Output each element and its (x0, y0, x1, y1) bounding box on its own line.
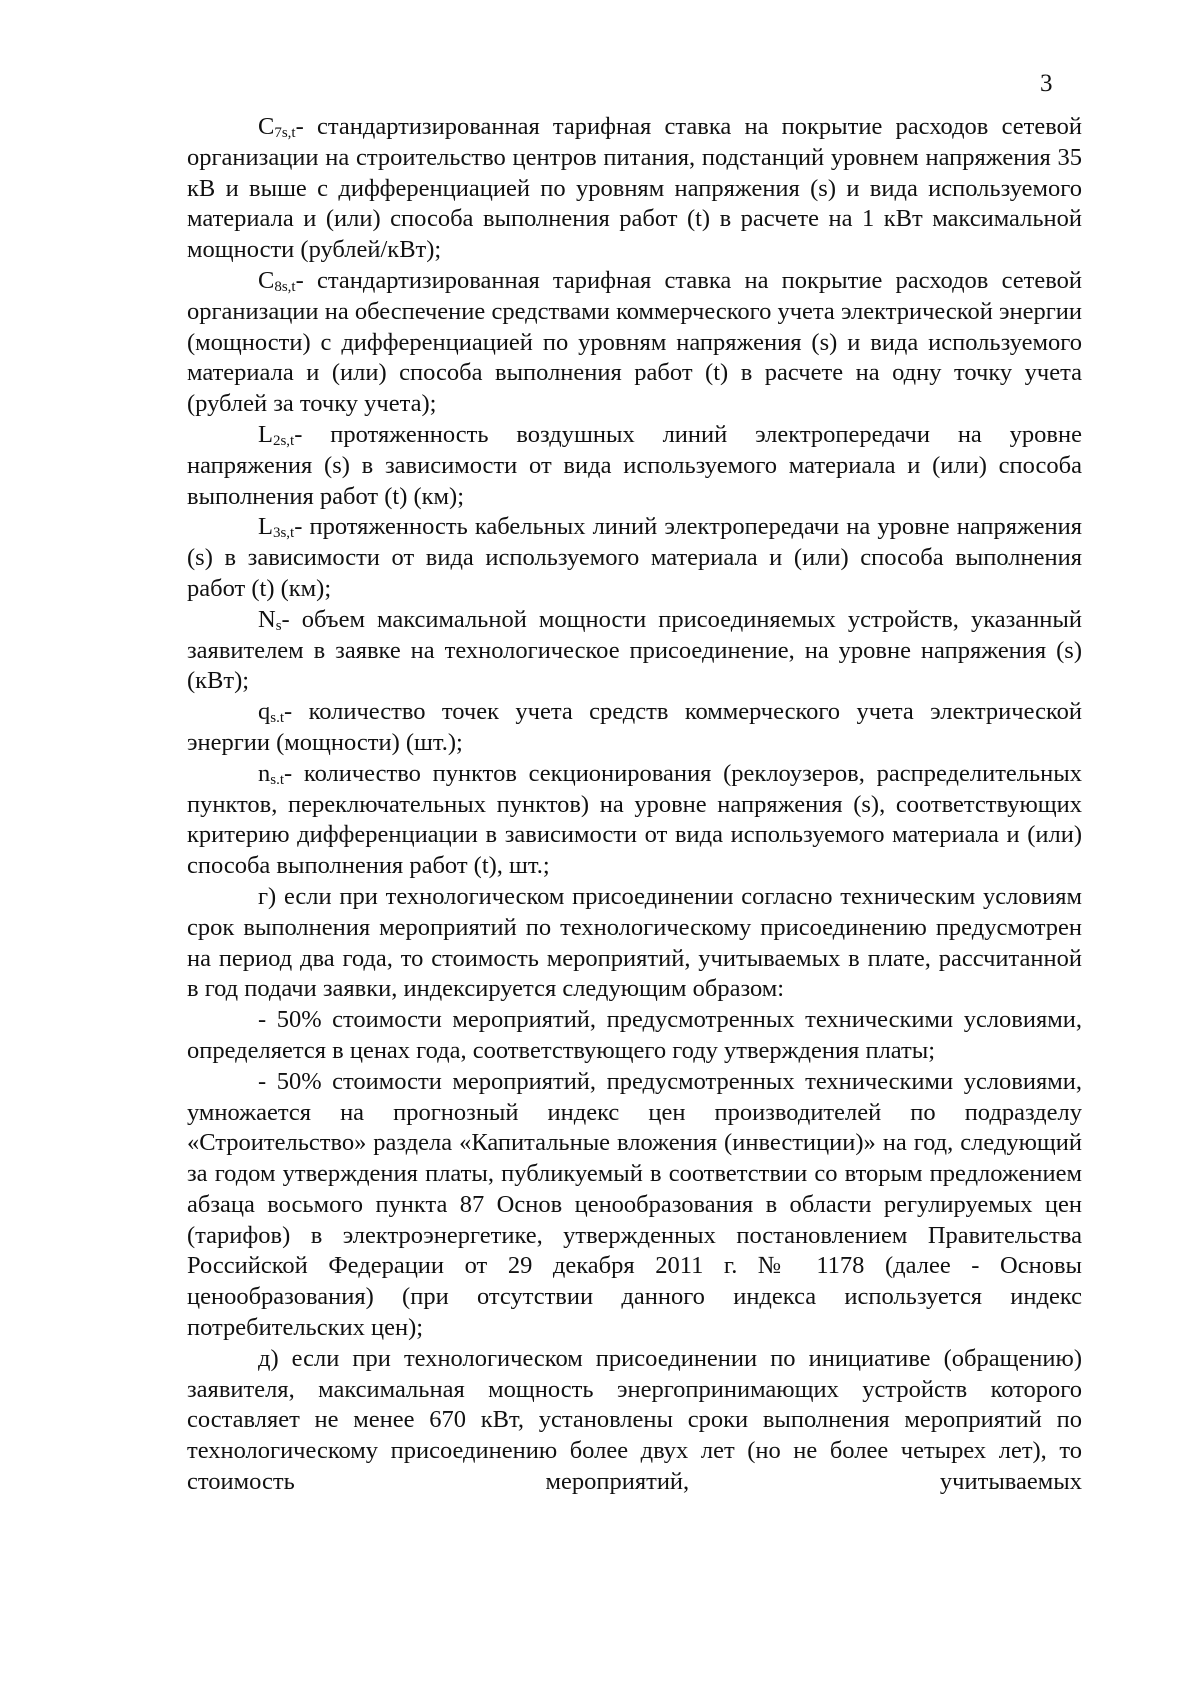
definition-text: - протяженность воздушных линий электропередачи на уровне напряжения (s) в зависимости от вида используемого материала и (или) способа выполнения работ (t) (км); (187, 420, 1082, 510)
definition-text: - стандартизированная тарифная ставка на покрытие расходов сетевой организации на строительство центров питания, подстанций уровнем напряжения 35 кВ и выше с дифференциацией по уровням напряжения (s) и вида используемого материала и (или) способа выполнения работ (t) в расчете на 1 кВт максимальной мощности (рублей/кВт); (187, 113, 1082, 264)
definition-text: - количество пунктов секционирования (реклоузеров, распределительных пунктов, переключательных пунктов) на уровне напряжения (s), соответствующих критерию дифференциации в зависимости от вида используемого материала и (или) способа выполнения работ (t), шт.; (187, 759, 1082, 880)
page-number: 3 (1040, 70, 1053, 97)
definition-text: - количество точек учета средств коммерческого учета электрической энергии (мощности) (шт.); (187, 698, 1082, 756)
definition-c8 (187, 266, 1082, 420)
definition-c7 (187, 112, 1082, 266)
symbol: $C_{8s,t}$ (258, 266, 296, 295)
definition-n-sectioning (187, 759, 1082, 882)
definition-l2 (187, 420, 1082, 512)
definition-n (187, 605, 1082, 697)
symbol: $L_{3s,t}$ (258, 513, 295, 542)
symbol: $q_{s.t}$ (258, 698, 285, 727)
definition-text: - объем максимальной мощности присоединяемых устройств, указанный заявителем в заявке на технологическое присоединение, на уровне напряжения (s) (кВт); (187, 605, 1082, 695)
paragraph-d: д) если при технологическом присоединении по инициативе (обращению) заявителя, максимальная мощность энергопринимающих устройств которого составляет не менее 670 кВт, установлены сроки выполнения мероприятий по технологическому присоединению более двух лет (но не более четырех лет), то стоимость мероприятий, учитываемых (187, 1344, 1082, 1496)
paragraph-50-percent-first: - 50% стоимости мероприятий, предусмотренных техническими условиями, определяется в ценах года, соответствующего году утверждения платы; (187, 1006, 1082, 1064)
definition-q (187, 697, 1082, 759)
definition-text: - стандартизированная тарифная ставка на покрытие расходов сетевой организации на обеспечение средствами коммерческого учета электрической энергии (мощности) с дифференциацией по уровням напряжения (s) и вида используемого материала и (или) способа выполнения работ (t) в расчете на одну точку учета (рублей за точку учета); (187, 266, 1082, 418)
paragraph-50-percent-second: - 50% стоимости мероприятий, предусмотренных техническими условиями, умножается на прогнозный индекс цен производителей по подразделу «Строительство» раздела «Капитальные вложения (инвестиции)» на год, следующий за годом утверждения платы, публикуемый в соответствии со вторым предложением абзаца восьмого пункта 87 Основ ценообразования в области регулируемых цен (тарифов) в электроэнергетике, утвержденных постановлением Правительства Российской Федерации от 29 декабря 2011 г. № 1178 (далее - Основы ценообразования) (при отсутствии данного индекса используется индекс потребительских цен); (187, 1067, 1082, 1342)
symbol: $C_{7s,t}$ (258, 113, 296, 141)
definition-l3 (187, 512, 1082, 604)
paragraph-g: г) если при технологическом присоединении согласно техническим условиям срок выполнения мероприятий по технологическому присоединению предусмотрен на период два года, то стоимость мероприятий, учитываемых в плате, рассчитанной в год подачи заявки, индексируется следующим образом: (187, 882, 1082, 1003)
definition-text: - протяженность кабельных линий электропередачи на уровне напряжения (s) в зависимости от вида используемого материала и (или) способа выполнения работ (t) (км); (187, 513, 1082, 602)
symbol: $N_s$ (258, 605, 282, 634)
symbol: $n_{s.t}$ (258, 759, 285, 788)
document-body (187, 112, 1082, 1498)
symbol: $L_{2s,t}$ (258, 420, 295, 449)
